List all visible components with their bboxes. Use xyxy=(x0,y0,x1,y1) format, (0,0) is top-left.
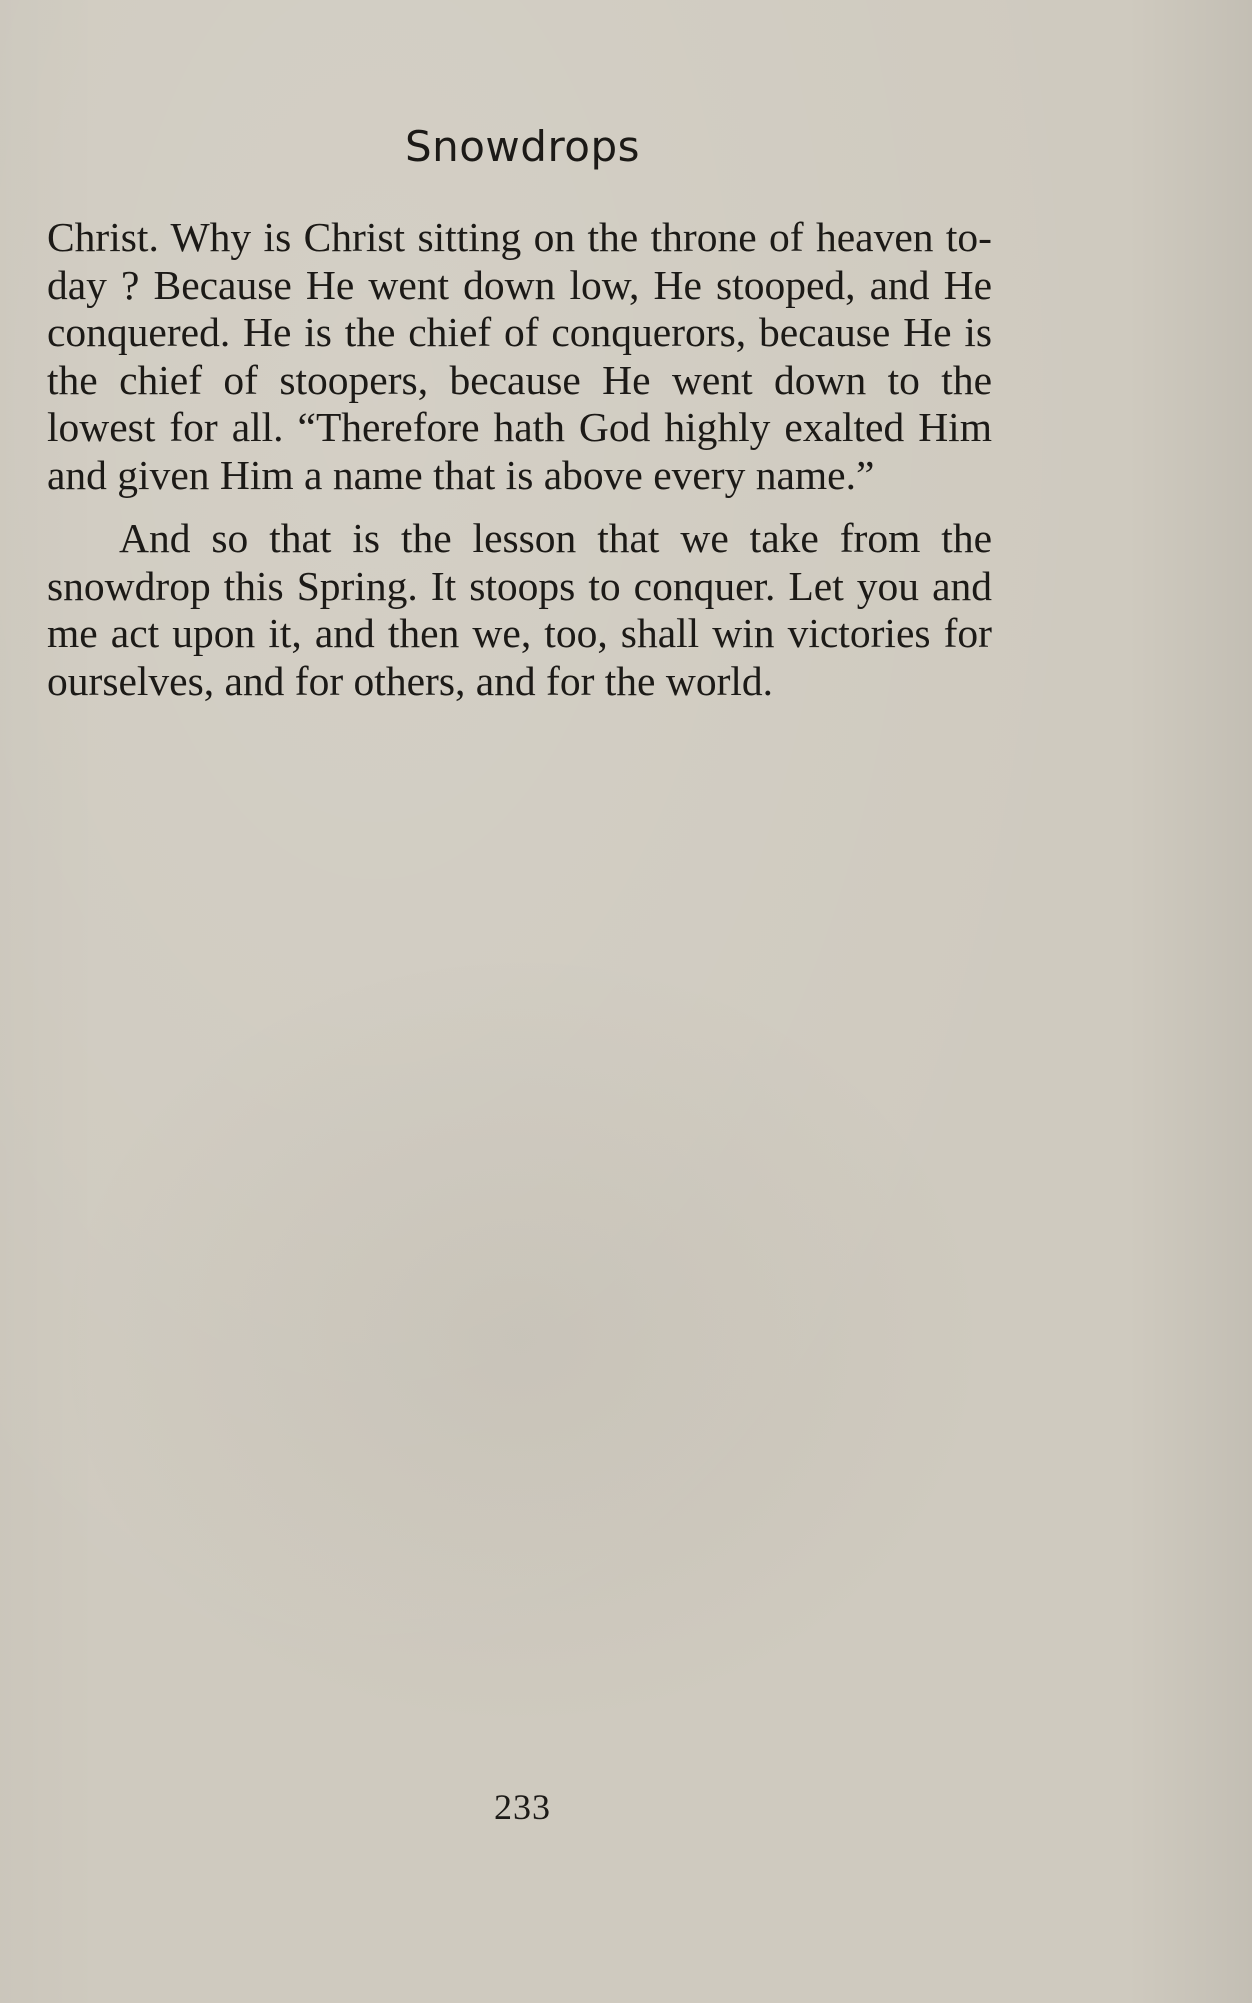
paragraph-1: Christ. Why is Christ sitting on the throne of heaven to-day ? Because He went down low, He stooped, and He conquered. He is the chief of conquerors, because He is the chief of stoopers, because He went down to the lowest for all. “Therefore hath God highly exalted Him and given Him a name that is above every name.” xyxy=(47,214,992,498)
show-through-shadow xyxy=(40,940,1000,1740)
running-head: Snowdrops xyxy=(404,122,641,171)
paragraph-2: And so that is the lesson that we take from the snowdrop this Spring. It stoops to conquer. Let you and me act upon it, and then we, too, shall win victories for ourselves, and for others, and for the world. xyxy=(47,515,992,704)
body-text xyxy=(47,214,992,705)
page-number: 233 xyxy=(494,1787,551,1827)
